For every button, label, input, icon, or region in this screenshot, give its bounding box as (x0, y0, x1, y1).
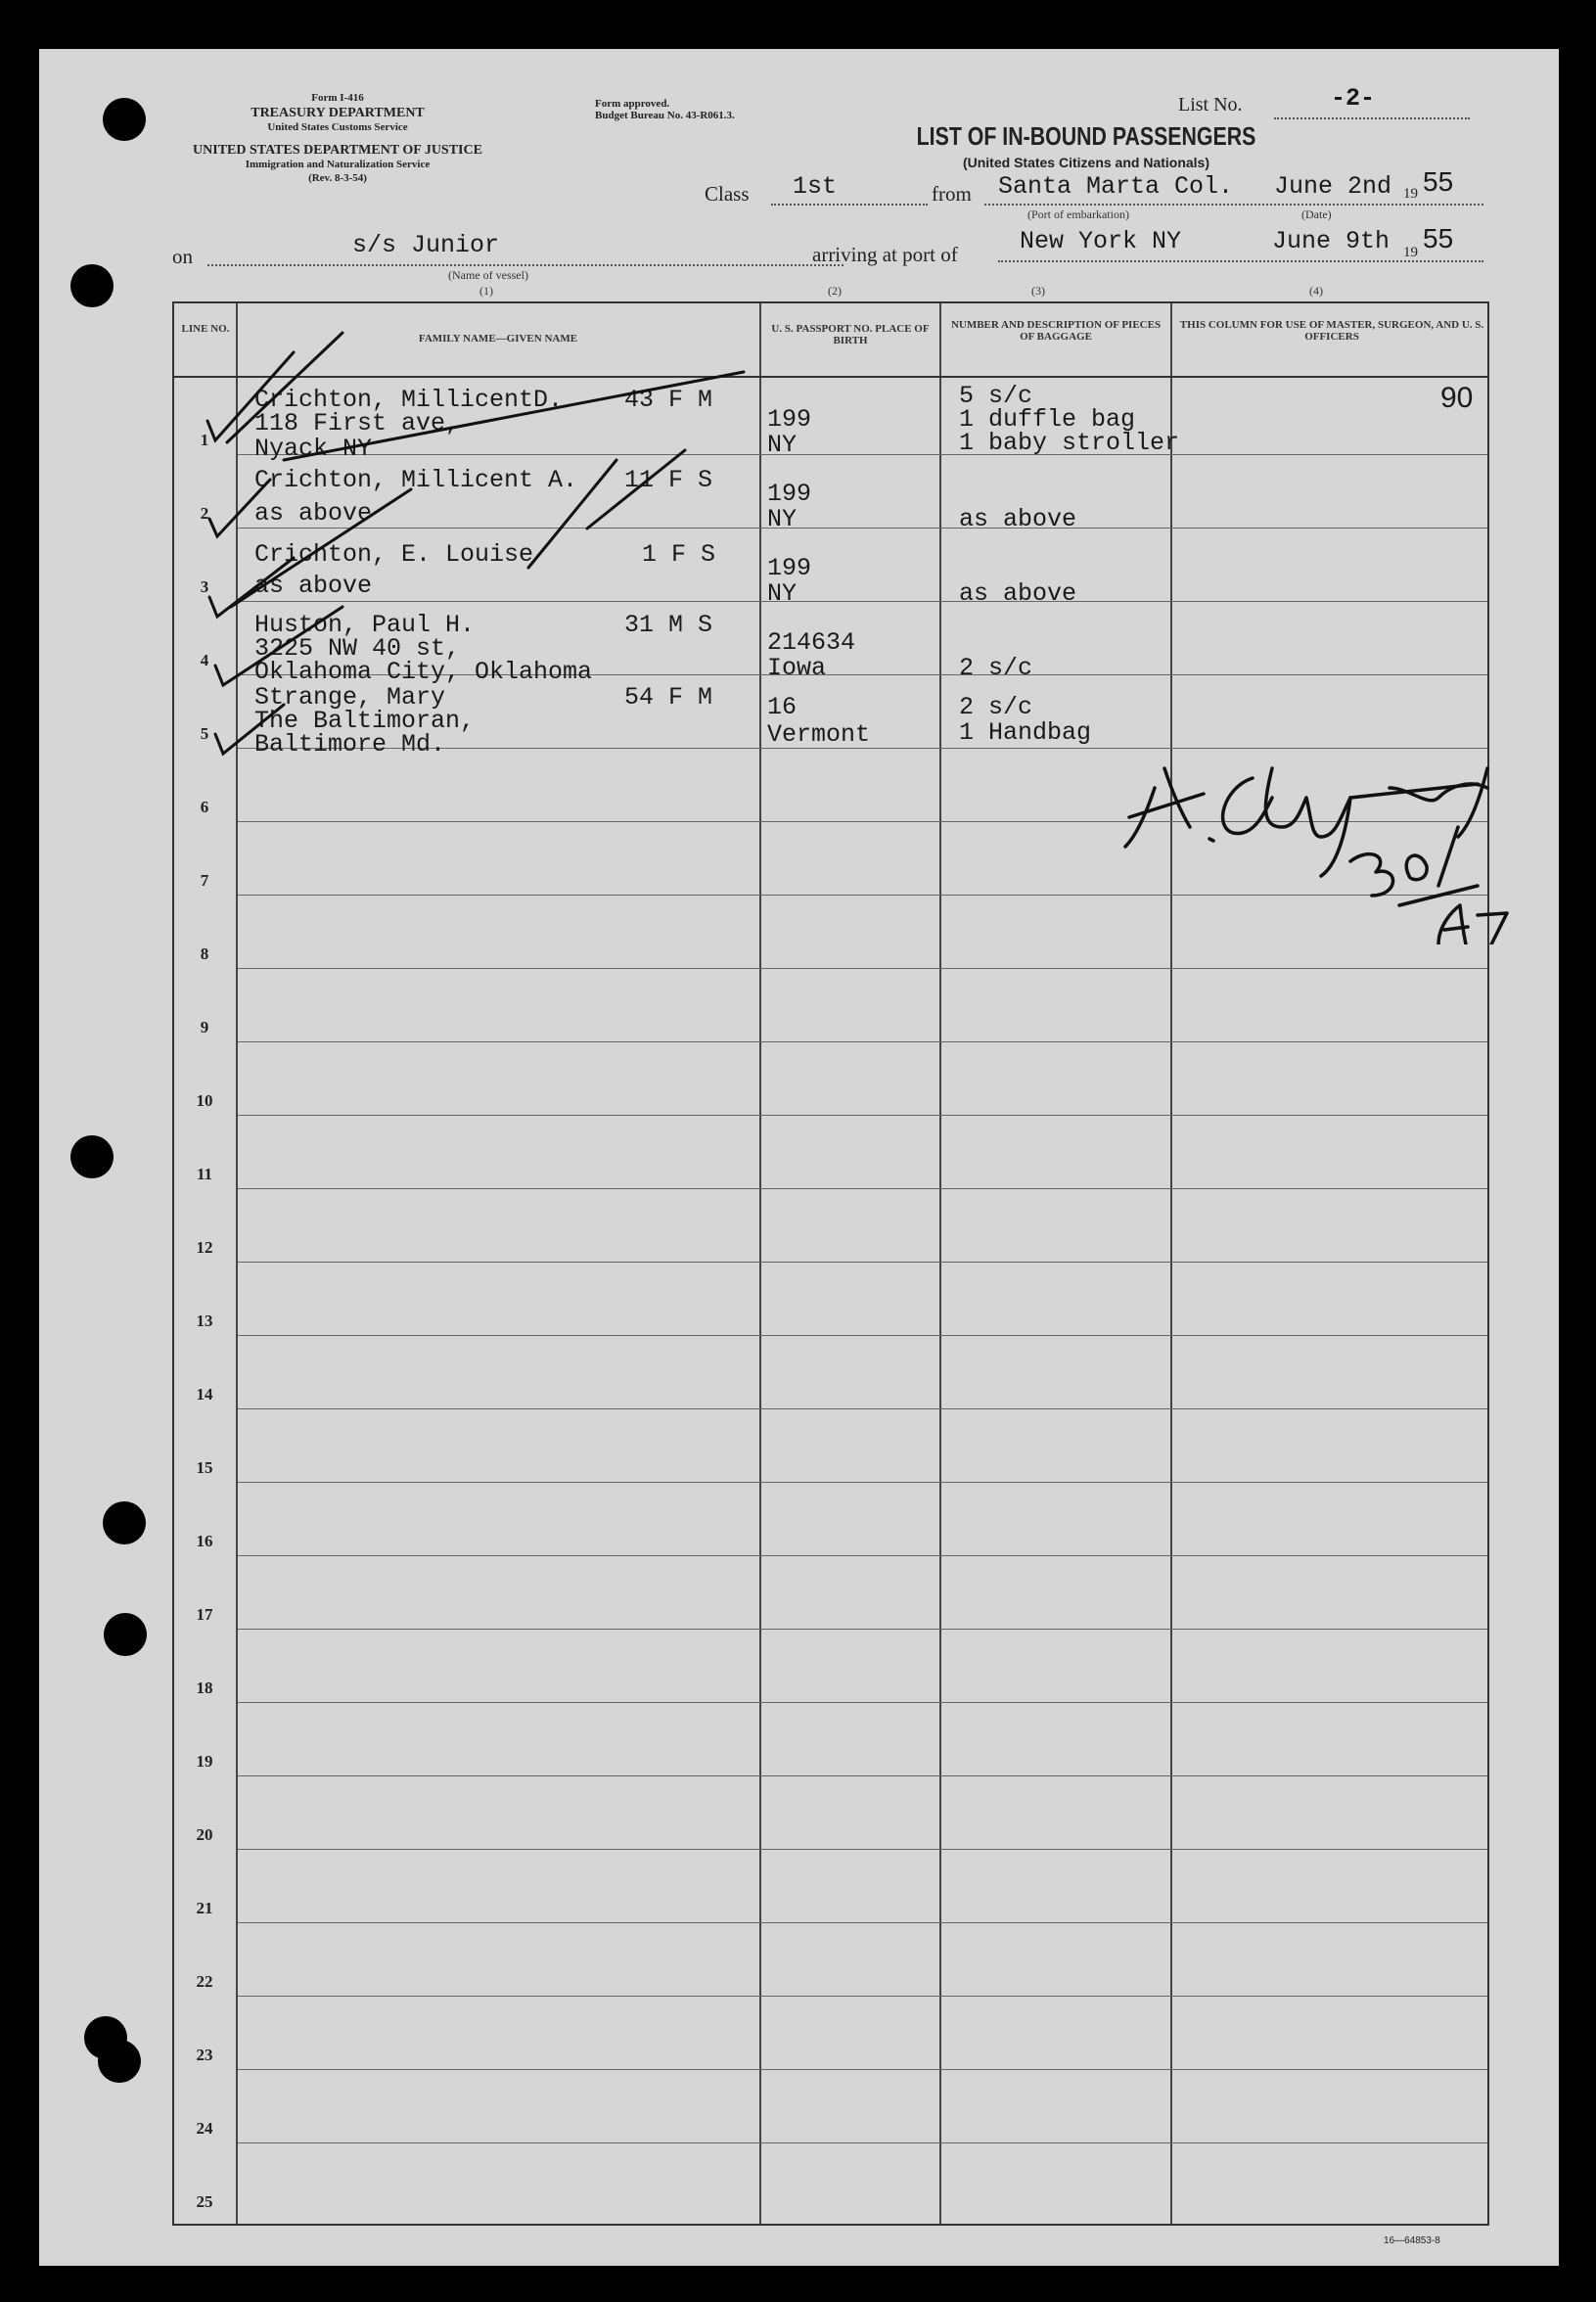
row-divider (238, 1702, 1487, 1703)
row-divider (238, 968, 1487, 969)
line-number: 12 (196, 1238, 213, 1257)
date-caption: (Date) (1301, 207, 1332, 221)
revision: (Rev. 8-3-54) (308, 172, 367, 184)
ins-service: Immigration and Naturalization Service (245, 159, 431, 170)
row-divider (238, 1041, 1487, 1042)
col-num-4: (4) (1309, 284, 1323, 298)
entry-1-age-sex: 43 F M (624, 386, 713, 414)
class-value: 1st (793, 172, 838, 201)
footer-code: 16—64853-8 (1384, 2235, 1440, 2246)
entry-5-baggage-1: 2 s/c (959, 693, 1033, 721)
entry-5-age-sex: 54 F M (624, 683, 713, 712)
justice-dept: UNITED STATES DEPARTMENT OF JUSTICE (193, 143, 482, 158)
entry-2-age-sex: 11 F S (624, 466, 713, 494)
col-num-2: (2) (828, 284, 842, 298)
entry-5-address-2: Baltimore Md. (254, 730, 446, 759)
entry-2-name: Crichton, Millicent A. (254, 466, 578, 494)
entry-1-address-1: 118 First ave, (254, 409, 461, 437)
arriving-label: arriving at port of (812, 243, 958, 266)
vessel-name: s/s Junior (352, 231, 500, 259)
entry-1-baggage-2: 1 duffle bag (959, 405, 1136, 434)
row-divider (238, 1849, 1487, 1850)
entry-4-baggage-1: 2 s/c (959, 654, 1033, 682)
entry-3-birthplace: NY (767, 579, 798, 608)
port-embarkation: Santa Marta Col. (998, 172, 1234, 201)
row-divider (238, 1408, 1487, 1409)
line-number: 9 (200, 1018, 209, 1036)
entry-2-birthplace: NY (767, 505, 798, 533)
embark-date: June 2nd (1274, 172, 1392, 201)
line-number: 2 (200, 504, 209, 523)
row-divider (238, 1482, 1487, 1483)
line-number: 25 (196, 2192, 213, 2211)
line-number: 15 (196, 1458, 213, 1477)
embark-caption: (Port of embarkation) (1027, 207, 1129, 221)
line-number: 24 (196, 2119, 213, 2138)
handwritten-signature (1116, 749, 1546, 944)
entry-4-address-2: Oklahoma City, Oklahoma (254, 658, 593, 686)
line-number: 8 (200, 944, 209, 963)
col-num-1: (1) (479, 284, 493, 298)
line-number: 3 (200, 577, 209, 596)
entry-1-birthplace: NY (767, 431, 798, 459)
embark-line (984, 204, 1483, 206)
line-number: 21 (196, 1899, 213, 1917)
form-subtitle: (United States Citizens and Nationals) (962, 155, 1210, 170)
line-number: 1 (200, 431, 209, 449)
col-head-name: FAMILY NAME—GIVEN NAME (418, 333, 578, 345)
entry-3-name: Crichton, E. Louise (254, 540, 534, 569)
col-head-passport: U. S. PASSPORT NO. PLACE OF BIRTH (771, 323, 930, 346)
row-divider (238, 1629, 1487, 1630)
embark-year: 55 (1423, 166, 1454, 197)
entry-1-address-2: Nyack NY (254, 435, 373, 463)
line-number: 19 (196, 1752, 213, 1771)
line-number: 18 (196, 1679, 213, 1697)
form-number: Form I-416 (311, 92, 364, 104)
officer-note: 90 (1440, 382, 1474, 414)
list-no-value: -2- (1331, 84, 1376, 113)
line-number: 5 (200, 724, 209, 743)
punch-hole (103, 98, 146, 141)
entry-2-baggage-1: as above (959, 505, 1077, 533)
entry-3-age-sex: 1 F S (642, 540, 716, 569)
entry-2-passport: 199 (767, 480, 812, 508)
arrival-port: New York NY (1020, 227, 1182, 255)
row-divider (238, 1922, 1487, 1923)
row-divider (238, 2142, 1487, 2143)
arrival-year-prefix: 19 (1403, 245, 1418, 260)
punch-hole (70, 1135, 114, 1178)
line-number: 13 (196, 1312, 213, 1330)
row-divider (238, 1996, 1487, 1997)
line-number: 22 (196, 1972, 213, 1991)
row-divider (238, 1775, 1487, 1776)
list-no-line (1274, 117, 1470, 119)
budget-bureau: Budget Bureau No. 43-R061.3. (595, 110, 735, 121)
line-number: 16 (196, 1532, 213, 1550)
entry-1-name: Crichton, MillicentD. (254, 386, 564, 414)
form-title: LIST OF IN-BOUND PASSENGERS (916, 121, 1256, 151)
entry-5-passport: 16 (767, 693, 798, 721)
entry-1-baggage-1: 5 s/c (959, 382, 1033, 410)
check-marks (176, 313, 802, 763)
line-number: 7 (200, 871, 209, 890)
entry-5-baggage-2: 1 Handbag (959, 718, 1092, 747)
col-head-line: LINE NO. (181, 323, 230, 335)
col-head-officers: THIS COLUMN FOR USE OF MASTER, SURGEON, AND U. S. OFFICERS (1179, 319, 1484, 343)
entry-3-address-1: as above (254, 572, 373, 600)
line-number: 10 (196, 1091, 213, 1110)
line-number: 23 (196, 2046, 213, 2064)
arrival-year: 55 (1423, 223, 1454, 253)
punch-hole (103, 1501, 146, 1544)
col-num-3: (3) (1031, 284, 1045, 298)
arrival-date: June 9th (1272, 227, 1391, 255)
punch-hole (70, 264, 114, 307)
row-divider (238, 1262, 1487, 1263)
entry-4-birthplace: Iowa (767, 654, 827, 682)
embark-year-prefix: 19 (1403, 186, 1418, 202)
line-number: 6 (200, 798, 209, 816)
row-divider (238, 1188, 1487, 1189)
on-label: on (172, 245, 193, 268)
entry-5-address-1: The Baltimoran, (254, 707, 476, 735)
entry-1-passport: 199 (767, 405, 812, 434)
entry-4-passport: 214634 (767, 628, 856, 657)
customs-service: United States Customs Service (267, 121, 408, 133)
row-divider (238, 2069, 1487, 2070)
row-divider (238, 1115, 1487, 1116)
line-number: 11 (196, 1165, 213, 1183)
entry-3-baggage-1: as above (959, 579, 1077, 608)
entry-4-name: Huston, Paul H. (254, 611, 476, 639)
line-number: 14 (196, 1385, 213, 1404)
col-head-baggage: NUMBER AND DESCRIPTION OF PIECES OF BAGGAGE (950, 319, 1162, 343)
punch-hole (104, 1613, 147, 1656)
line-number: 20 (196, 1825, 213, 1844)
entry-3-passport: 199 (767, 554, 812, 582)
list-no-label: List No. (1178, 94, 1243, 115)
line-number: 17 (196, 1605, 213, 1624)
vessel-line (207, 264, 844, 266)
row-divider (238, 1335, 1487, 1336)
entry-5-birthplace: Vermont (767, 720, 871, 749)
punch-hole (98, 2040, 141, 2083)
treasury-dept: TREASURY DEPARTMENT (251, 106, 425, 120)
entry-4-address-1: 3225 NW 40 st, (254, 634, 461, 663)
col-divider (939, 303, 941, 2224)
row-divider (238, 1555, 1487, 1556)
class-line (771, 204, 928, 206)
entry-1-baggage-3: 1 baby stroller (959, 429, 1180, 457)
line-number: 4 (200, 651, 209, 669)
entry-5-name: Strange, Mary (254, 683, 446, 712)
col-divider (1170, 303, 1172, 2224)
form-approved: Form approved. (595, 98, 670, 110)
class-label: Class (705, 182, 750, 206)
entry-4-age-sex: 31 M S (624, 611, 713, 639)
from-label: from (932, 182, 972, 206)
vessel-caption: (Name of vessel) (448, 268, 528, 282)
entry-2-address-1: as above (254, 499, 373, 528)
